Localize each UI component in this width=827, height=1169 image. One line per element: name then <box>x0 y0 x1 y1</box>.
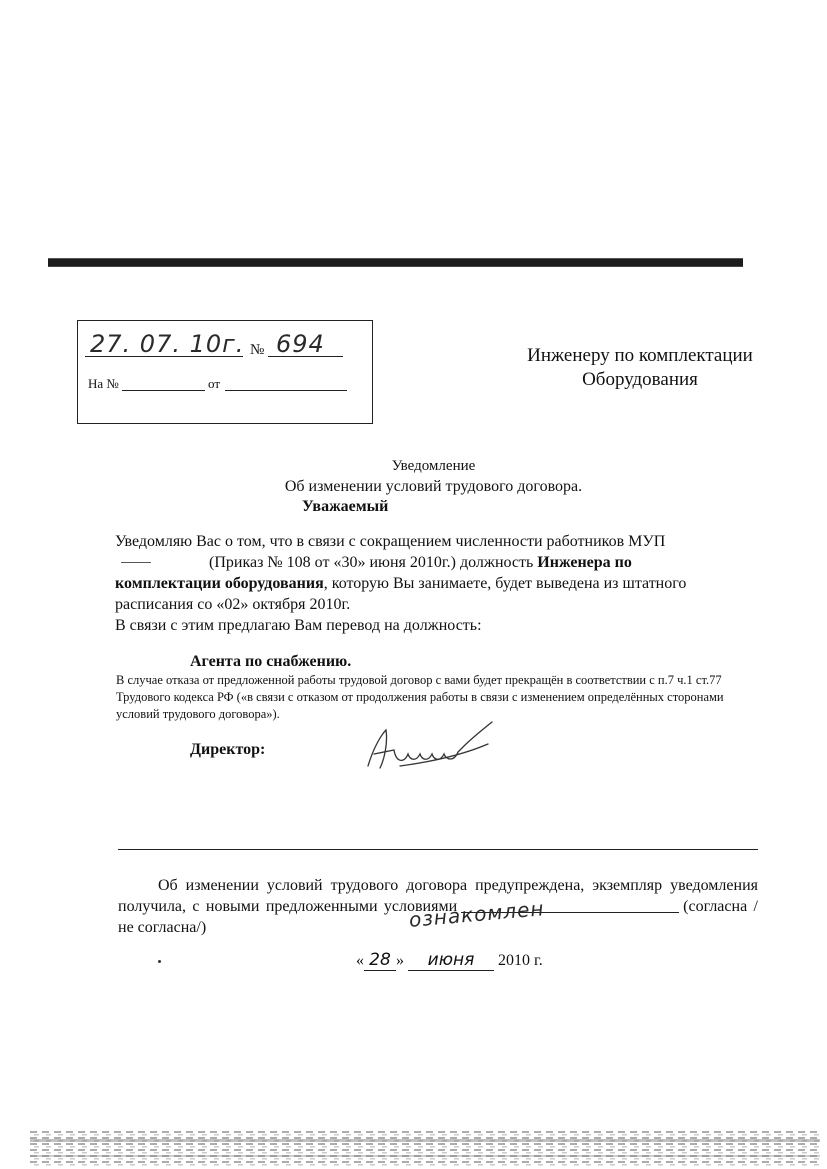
reference-from-label: от <box>208 376 221 391</box>
body-line-3 <box>115 573 765 594</box>
refusal-notice: В случае отказа от предложенной работы трудовой договор с вами будет прекращён в соответствии с п.7 ч.1 ст.77 Трудового кодекса РФ («в связи с отказом от продолжения работы в связи с изменением определённых сторонами условий трудового договора»). <box>116 673 724 721</box>
body-line-5: В связи с этим предлагаю Вам перевод на должность: <box>115 617 482 634</box>
acknowledgement-part-1: Об изменении условий трудового договора предупреждена, экземпляр уведомления получила, с новыми предложенными условиями <box>118 877 758 915</box>
notice-subtitle: Об изменении условий трудового договора. <box>284 478 583 495</box>
date-year: 2010 г. <box>498 952 543 969</box>
registration-date: 27. 07. 10г. <box>90 330 245 358</box>
date-close-quote: » <box>396 952 404 969</box>
offered-position: Агента по снабжению. <box>190 653 352 670</box>
addressee-line-1: Инженеру по комплектации <box>527 345 753 366</box>
top-divider <box>48 258 743 267</box>
body-position-bold-1: Инженера по <box>537 554 632 571</box>
body-line-2-text: (Приказ № 108 от «30» июня 2010г.) должность <box>209 554 538 571</box>
registration-number-line <box>268 356 343 357</box>
scan-dot <box>158 960 161 963</box>
body-line-3-text: , которую Вы занимаете, будет выведена из штатного <box>323 575 687 592</box>
body-line-1: Уведомляю Вас о том, что в связи с сокращением численности работников МУП <box>115 533 666 550</box>
body-line-2 <box>115 552 765 573</box>
date-open-quote: « <box>356 952 364 969</box>
reference-number-line <box>122 390 205 391</box>
greeting: Уважаемый <box>302 498 389 515</box>
scan-noise-strip <box>30 1125 820 1167</box>
registration-number: 694 <box>276 330 325 358</box>
registration-number-label: № <box>250 342 265 358</box>
reference-from-line <box>225 390 347 391</box>
date-month: июня <box>408 950 494 971</box>
director-label: Директор: <box>190 741 266 758</box>
addressee-line-2: Оборудования <box>582 369 698 390</box>
registration-date-line <box>85 356 243 357</box>
body-position-bold-2: комплектации оборудования <box>115 575 324 592</box>
date-day: 28 <box>364 950 396 971</box>
acknowledgement-handwritten: ознакомлен <box>408 896 546 932</box>
acknowledgement-date <box>356 950 543 971</box>
notice-body <box>115 531 765 636</box>
addressee-block <box>510 344 770 392</box>
acknowledgement-part-2: (согласна /не согласна/) <box>118 898 758 936</box>
director-signature <box>360 716 500 776</box>
redaction-mark <box>121 562 151 563</box>
bottom-divider <box>118 849 758 850</box>
body-line-4: расписания со «02» октября 2010г. <box>115 596 351 613</box>
reference-number-label: На № <box>88 376 119 391</box>
notice-title: Уведомление <box>391 458 476 474</box>
